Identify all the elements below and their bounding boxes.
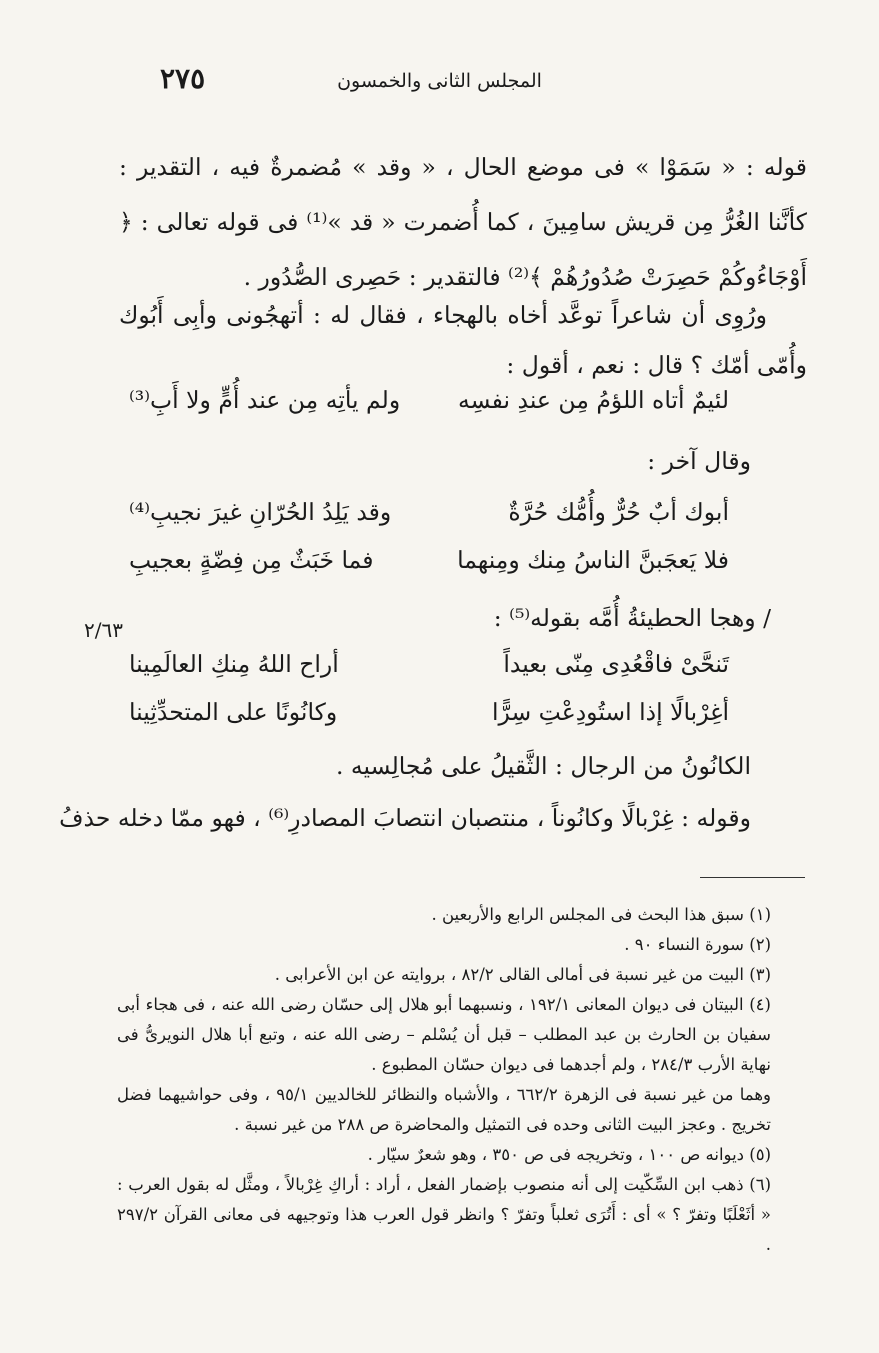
footnote-divider	[700, 877, 805, 878]
verse-hemistich: أراح اللهُ مِنكِ العالَمِينا	[129, 650, 339, 678]
paragraph-text: ورُوِى أن شاعراً توعَّد أخاه بالهجاء ، فقال له : أتهجُونى وأبِى أَبُوك وأُمّى أمّك ؟ قال : نعم ، أقول :	[119, 301, 807, 379]
verse-hemistich: أغِرْبالًا إذا استُودِعْتِ سِرًّا	[491, 698, 729, 726]
margin-reference: ٢/٦٣	[84, 618, 123, 642]
footnote: (١) سبق هذا البحث فى المجلس الرابع والأربعين .	[431, 905, 771, 924]
footnote: (٣) البيت من غير نسبة فى أمالى القالى ٨٢/٢ ، بروايته عن ابن الأعرابى .	[274, 965, 771, 984]
verse-hemistich: ولم يأتِه مِن عند أُمٍّ ولا أَبِ⁽³⁾	[129, 386, 401, 414]
narration-line: وقال آخر :	[647, 447, 751, 475]
footnote: (٢) سورة النساء ٩٠ .	[624, 935, 771, 954]
verse-hemistich: تَنحَّىْ فاقْعُدِى مِنّى بعيداً	[503, 650, 729, 678]
verse-hemistich: فما خَبَثٌ مِن فِضّةٍ بعجيبِ	[129, 546, 374, 574]
verse-hemistich: أبوك أبٌ حُرٌّ وأُمُّك حُرَّةٌ	[508, 498, 729, 526]
footnote: (٤) البيتان فى ديوان المعانى ١٩٢/١ ، ونسبهما أبو هلال إلى حسّان رضى الله عنه ، فى هجاء أبى سفيان بن الحارث بن عبد المطلب – قبل أن يُسْلم – رضى الله عنه ، وتبع أبا هلال النويرىُّ فى نهاية الأرب ٢٨٤/٣ ، ولم أجدهما فى ديوان حسّان المطبوع .	[117, 995, 771, 1074]
footnote-continuation: وهما من غير نسبة فى الزهرة ٦٦٢/٢ ، والأشباه والنظائر للخالديين ٩٥/١ ، وفى حواشيهما فضل تخريج . وعجز البيت الثانى وحده فى التمثيل والمحاضرة ص ٢٨٨ من غير نسبة .	[117, 1085, 772, 1134]
page-number: ٢٧٥	[160, 62, 206, 95]
verse-line	[129, 386, 729, 432]
footnote: (٥) ديوانه ص ١٠٠ ، وتخريجه فى ص ٣٥٠ ، وهو شعرٌ سيّار .	[367, 1145, 771, 1164]
narration-line: / وهجا الحطيئةُ أُمَّه بقوله⁽⁵⁾ :	[493, 604, 771, 632]
verse-line	[129, 698, 729, 744]
verse-hemistich: وقد يَلِدُ الحُرّانِ غيرَ نجيبِ⁽⁴⁾	[129, 498, 392, 526]
footnotes	[117, 900, 807, 1260]
verse-hemistich: فلا يَعجَبنَّ الناسُ مِنك ومِنهما	[457, 546, 729, 574]
verse-hemistich: وكانُونًا على المتحدِّثِينا	[129, 698, 338, 726]
running-title: المجلس الثانى والخمسون	[337, 70, 542, 92]
body-paragraph: قوله : « سَمَوْا » فى موضع الحال ، « وقد » مُضمرةٌ فيه ، التقدير : كأنَّنا الغُرُّ مِن قريش سامِينَ ، كما أُضمرت « قد »⁽¹⁾ فى قوله تعالى : ﴿ أَوْجَاءُوكُمْ حَصِرَتْ صُدُورُهُمْ ﴾⁽²⁾ فالتقدير : حَصِرى الصُّدُور .	[119, 153, 807, 291]
verse-hemistich: لئيمٌ أتاه اللؤمُ مِن عندِ نفسِه	[458, 386, 729, 414]
body-paragraph	[119, 290, 807, 390]
narration-line: الكانُونُ من الرجال : الثَّقيلُ على مُجالِسيه .	[335, 752, 751, 780]
verse-line	[129, 498, 729, 544]
footnote: (٦) ذهب ابن السِّكّيت إلى أنه منصوب بإضمار الفعل ، أراد : أراكِ غِرْبالاً ، ومثَّل له بقول العرب : « أثَعْلَبًا وتفرّ ؟ » أى : أَتُرَى ثعلباً وتفرّ ؟ وانظر قول العرب هذا وتوجيهه فى معانى القرآن ٢٩٧/٢ .	[117, 1175, 771, 1254]
narration-line: وقوله : غِرْبالًا وكانُوناً ، منتصبان انتصابَ المصادرِ⁽⁶⁾ ، فهو ممّا دخله حذفُ	[59, 804, 751, 832]
verse-line	[129, 546, 729, 592]
verse-line	[129, 650, 729, 696]
